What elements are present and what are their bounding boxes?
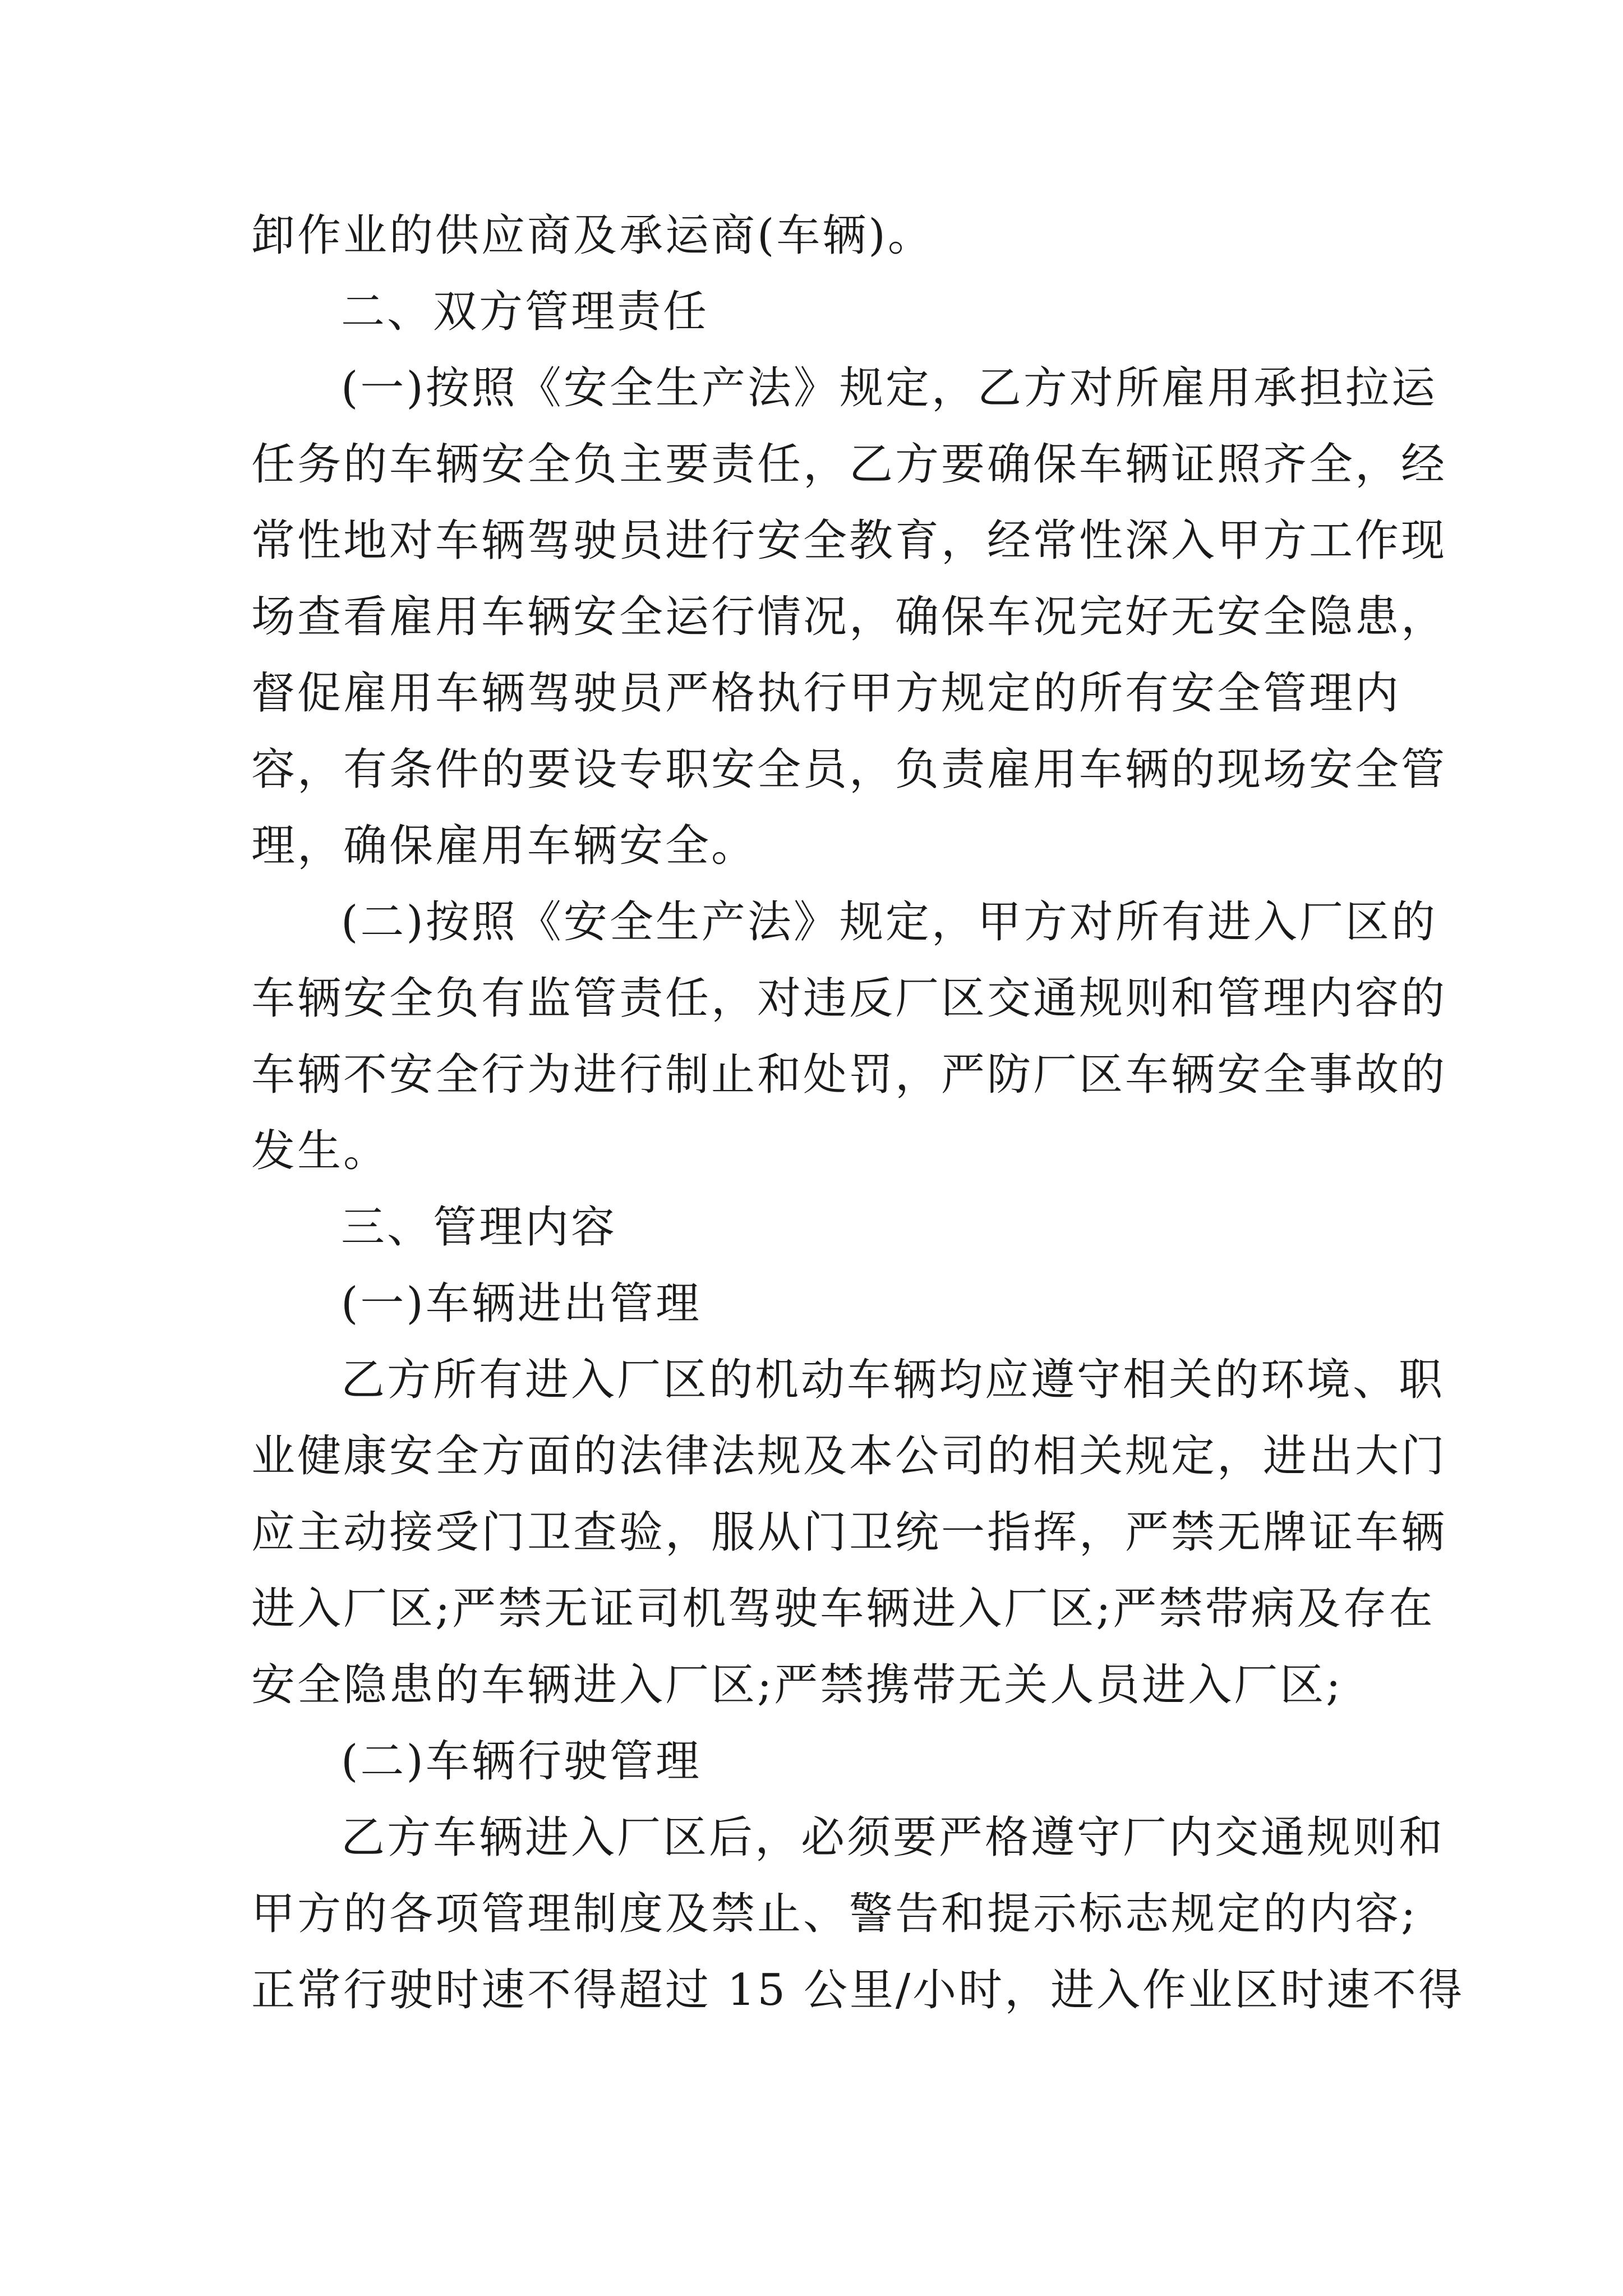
text-line: 容，有条件的要设专职安全员，负责雇用车辆的现场安全管 (251, 744, 1447, 795)
text-line: 卸作业的供应商及承运商(车辆)。 (251, 210, 934, 261)
text-line: 理，确保雇用车辆安全。 (251, 821, 758, 871)
text-line: 任务的车辆安全负主要责任，乙方要确保车辆证照齐全，经 (251, 439, 1447, 490)
text-line: 车辆安全负有监管责任，对违反厂区交通规则和管理内容的 (251, 973, 1447, 1024)
text-line: (二)按照《安全生产法》规定，甲方对所有进入厂区的 (341, 897, 1437, 947)
document-body (251, 197, 1465, 2028)
text-line: 督促雇用车辆驾驶员严格执行甲方规定的所有安全管理内 (251, 668, 1401, 719)
text-line: (一)按照《安全生产法》规定，乙方对所雇用承担拉运 (341, 363, 1437, 413)
text-line: 应主动接受门卫查验，服从门卫统一指挥，严禁无牌证车辆 (251, 1507, 1447, 1558)
subsection-heading: (一)车辆进出管理 (341, 1278, 702, 1329)
text-line: 发生。 (251, 1126, 390, 1176)
section-heading: 三、管理内容 (341, 1202, 617, 1253)
text-line: 乙方车辆进入厂区后，必须要严格遵守厂内交通规则和 (341, 1812, 1445, 1863)
text-line: 场查看雇用车辆安全运行情况，确保车况完好无安全隐患， (251, 592, 1447, 642)
section-heading: 二、双方管理责任 (341, 287, 709, 337)
text-line: 进入厂区;严禁无证司机驾驶车辆进入厂区;严禁带病及存在 (251, 1584, 1435, 1634)
text-line: 乙方所有进入厂区的机动车辆均应遵守相关的环境、职 (341, 1355, 1445, 1405)
text-line: 常性地对车辆驾驶员进行安全教育，经常性深入甲方工作现 (251, 516, 1447, 566)
subsection-heading: (二)车辆行驶管理 (341, 1736, 702, 1787)
text-line: 安全隐患的车辆进入厂区;严禁携带无关人员进入厂区; (251, 1660, 1343, 1710)
text-line: 正常行驶时速不得超过 15 公里/小时，进入作业区时速不得 (251, 1965, 1465, 2016)
text-line: 甲方的各项管理制度及禁止、警告和提示标志规定的内容; (251, 1889, 1418, 1939)
text-line: 业健康安全方面的法律法规及本公司的相关规定，进出大门 (251, 1431, 1447, 1481)
text-line: 车辆不安全行为进行制止和处罚，严防厂区车辆安全事故的 (251, 1050, 1447, 1100)
